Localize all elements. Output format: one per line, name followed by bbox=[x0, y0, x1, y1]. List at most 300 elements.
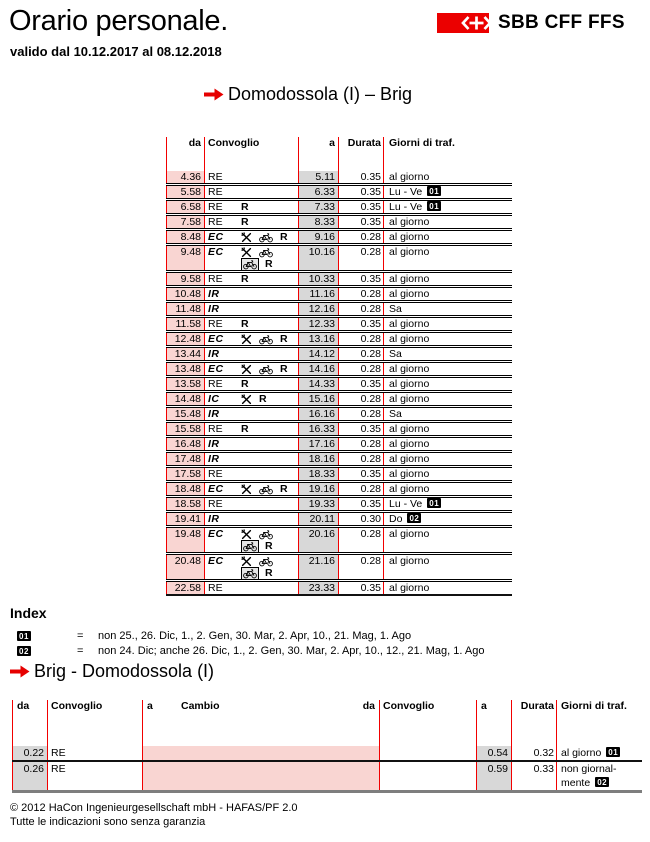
train-cell bbox=[204, 186, 298, 198]
timetable-row bbox=[12, 746, 642, 760]
operating-days bbox=[383, 555, 512, 579]
duration-value: 0.28 bbox=[338, 348, 383, 360]
train-cell bbox=[204, 582, 298, 594]
train-cell bbox=[204, 171, 298, 183]
train-cell bbox=[204, 348, 298, 360]
page-title: Orario personale. bbox=[9, 5, 228, 37]
footnote-badge: 01 bbox=[608, 748, 619, 757]
train-attributes bbox=[241, 318, 249, 330]
train-attributes bbox=[241, 216, 249, 228]
footer bbox=[10, 801, 298, 829]
departure-time: 19.41 bbox=[166, 513, 204, 525]
train-cell bbox=[204, 363, 298, 375]
timetable-row bbox=[166, 510, 512, 525]
train-type-label: EC bbox=[208, 363, 224, 375]
col-header-convoglio2: Convoglio bbox=[379, 700, 476, 746]
operating-days bbox=[383, 483, 512, 495]
col-header-da-mid: da bbox=[362, 700, 375, 712]
departure-time: 22.58 bbox=[166, 582, 204, 594]
timetable-row bbox=[166, 390, 512, 405]
departure-time: 13.48 bbox=[166, 363, 204, 375]
departure-time: 11.48 bbox=[166, 303, 204, 315]
operating-days-text: mente 02 bbox=[561, 777, 608, 789]
operating-days-text: al giorno bbox=[389, 555, 430, 567]
arrival-time: 5.11 bbox=[298, 171, 338, 183]
equals-sign: = bbox=[77, 645, 84, 657]
operating-days-text: non giornal- bbox=[561, 763, 617, 775]
duration-value: 0.30 bbox=[338, 513, 383, 525]
arrival-time: 10.16 bbox=[298, 246, 338, 270]
operating-days bbox=[383, 582, 512, 594]
arrival-time: 12.16 bbox=[298, 303, 338, 315]
duration-value: 0.32 bbox=[511, 746, 556, 760]
departure-time: 6.58 bbox=[166, 201, 204, 213]
train-cell bbox=[204, 555, 298, 579]
timetable-row bbox=[166, 330, 512, 345]
train-type-label: RE bbox=[47, 762, 142, 790]
timetable-row bbox=[166, 450, 512, 465]
operating-days bbox=[383, 246, 512, 270]
arrival-time: 14.16 bbox=[298, 363, 338, 375]
index-title: Index bbox=[10, 605, 47, 621]
operating-days-text: Lu - Ve bbox=[389, 201, 423, 213]
operating-days bbox=[383, 171, 512, 183]
duration-value: 0.28 bbox=[338, 288, 383, 300]
timetable-row bbox=[166, 579, 512, 594]
operating-days-text: al giorno bbox=[389, 483, 430, 495]
departure-time: 12.48 bbox=[166, 333, 204, 345]
operating-days bbox=[383, 393, 512, 405]
operating-days-text: al giorno bbox=[389, 216, 430, 228]
restaurant-icon bbox=[241, 247, 252, 258]
duration-value: 0.28 bbox=[338, 393, 383, 405]
train-cell bbox=[204, 201, 298, 213]
reservation-label: R bbox=[265, 540, 273, 552]
train-type-label: RE bbox=[208, 216, 223, 228]
departure-time: 15.58 bbox=[166, 423, 204, 435]
reservation-label: R bbox=[241, 216, 249, 228]
duration-value: 0.28 bbox=[338, 303, 383, 315]
train-cell bbox=[204, 468, 298, 480]
arrival-time: 20.11 bbox=[298, 513, 338, 525]
duration-value: 0.35 bbox=[338, 186, 383, 198]
operating-days-text: al giorno bbox=[389, 273, 430, 285]
bicycle-icon bbox=[259, 232, 273, 243]
col-header-giorni: Giorni di traf. bbox=[383, 137, 512, 171]
departure-time: 4.36 bbox=[166, 171, 204, 183]
departure-time: 18.58 bbox=[166, 498, 204, 510]
col-header-convoglio: Convoglio bbox=[204, 137, 298, 171]
operating-days-text: al giorno bbox=[389, 423, 430, 435]
train-attributes bbox=[241, 201, 249, 213]
duration-value: 0.28 bbox=[338, 363, 383, 375]
operating-days bbox=[383, 378, 512, 390]
train-type-label: RE bbox=[208, 468, 223, 480]
duration-value: 0.35 bbox=[338, 171, 383, 183]
operating-days bbox=[383, 231, 512, 243]
departure-time: 19.48 bbox=[166, 528, 204, 552]
departure-time: 11.58 bbox=[166, 318, 204, 330]
train-type-label: RE bbox=[208, 318, 223, 330]
reservation-label: R bbox=[280, 333, 288, 345]
sbb-logo bbox=[437, 12, 625, 34]
col-header-a: a bbox=[298, 137, 338, 171]
timetable-row bbox=[166, 375, 512, 390]
operating-days bbox=[383, 363, 512, 375]
duration-value: 0.35 bbox=[338, 201, 383, 213]
operating-days bbox=[383, 186, 512, 198]
train-type-label: EC bbox=[208, 528, 224, 540]
duration-value: 0.35 bbox=[338, 318, 383, 330]
arrival-time: 19.16 bbox=[298, 483, 338, 495]
operating-days-text: al giorno bbox=[389, 468, 430, 480]
departure-time: 0.26 bbox=[12, 762, 47, 790]
route-heading-outbound bbox=[204, 84, 412, 105]
arrival-time: 14.12 bbox=[298, 348, 338, 360]
arrival-time: 6.33 bbox=[298, 186, 338, 198]
second-train-cell bbox=[379, 762, 476, 790]
bicycle-icon bbox=[259, 484, 273, 495]
departure-time: 7.58 bbox=[166, 216, 204, 228]
route-heading-return bbox=[10, 661, 214, 682]
arrival-time: 16.16 bbox=[298, 408, 338, 420]
table1-rows bbox=[166, 171, 512, 596]
duration-value: 0.35 bbox=[338, 216, 383, 228]
restaurant-icon bbox=[241, 334, 252, 345]
train-cell bbox=[204, 438, 298, 450]
operating-days-text: al giorno 01 bbox=[561, 747, 619, 759]
train-cell bbox=[204, 246, 298, 270]
operating-days bbox=[383, 408, 512, 420]
train-type-label: RE bbox=[208, 423, 223, 435]
timetable-row bbox=[166, 300, 512, 315]
timetable-row bbox=[166, 171, 512, 183]
train-attributes bbox=[241, 333, 288, 345]
train-cell bbox=[204, 231, 298, 243]
duration-value: 0.28 bbox=[338, 231, 383, 243]
second-train-cell bbox=[379, 746, 476, 760]
train-cell bbox=[204, 393, 298, 405]
footnote-badge: 01 bbox=[429, 499, 440, 508]
operating-days-text: Lu - Ve bbox=[389, 186, 423, 198]
departure-time: 18.48 bbox=[166, 483, 204, 495]
train-type-label: EC bbox=[208, 555, 224, 567]
bicycle-icon bbox=[259, 334, 273, 345]
train-cell bbox=[204, 483, 298, 495]
train-attributes bbox=[241, 378, 249, 390]
reservation-label: R bbox=[241, 318, 249, 330]
route-title: Domodossola (I) – Brig bbox=[228, 84, 413, 104]
duration-value: 0.35 bbox=[338, 468, 383, 480]
timetable-row bbox=[12, 760, 642, 790]
restaurant-icon bbox=[241, 364, 252, 375]
duration-value: 0.28 bbox=[338, 453, 383, 465]
col-header-cambio-block bbox=[142, 700, 379, 746]
bicycle-icon bbox=[259, 556, 273, 567]
operating-days-text: al giorno bbox=[389, 528, 430, 540]
departure-time: 17.58 bbox=[166, 468, 204, 480]
departure-time: 17.48 bbox=[166, 453, 204, 465]
departure-time: 8.48 bbox=[166, 231, 204, 243]
train-attributes bbox=[241, 363, 288, 375]
reservation-label: R bbox=[241, 378, 249, 390]
train-type-label: EC bbox=[208, 483, 224, 495]
operating-days-text: al giorno bbox=[389, 363, 430, 375]
train-type-label: IR bbox=[208, 438, 220, 450]
outbound-timetable bbox=[166, 137, 512, 596]
arrival-time: 16.33 bbox=[298, 423, 338, 435]
operating-days-text: al giorno bbox=[389, 333, 430, 345]
train-type-label: RE bbox=[208, 273, 223, 285]
operating-days-text: al giorno bbox=[389, 288, 430, 300]
train-cell bbox=[204, 453, 298, 465]
reservation-label: R bbox=[280, 483, 288, 495]
duration-value: 0.35 bbox=[338, 378, 383, 390]
reservation-label: R bbox=[241, 273, 249, 285]
footer-disclaimer: Tutte le indicazioni sono senza garanzia bbox=[10, 816, 206, 828]
restaurant-icon bbox=[241, 529, 252, 540]
timetable-row bbox=[166, 435, 512, 450]
arrival-time: 7.33 bbox=[298, 201, 338, 213]
footer-copyright: © 2012 HaCon Ingenieurgesellschaft mbH - HAFAS/PF 2.0 bbox=[10, 802, 298, 814]
col-header-da: da bbox=[12, 700, 47, 746]
arrival-time: 0.54 bbox=[476, 746, 511, 760]
operating-days bbox=[383, 216, 512, 228]
duration-value: 0.35 bbox=[338, 423, 383, 435]
train-type-label: RE bbox=[208, 378, 223, 390]
timetable-row bbox=[166, 285, 512, 300]
bicycle-icon bbox=[259, 364, 273, 375]
timetable-row bbox=[166, 315, 512, 330]
operating-days bbox=[383, 438, 512, 450]
arrival-time: 19.33 bbox=[298, 498, 338, 510]
footnote-text: non 24. Dic; anche 26. Dic, 1., 2. Gen, 30. Mar, 2. Apr, 10., 12., 21. Mag, 1. Ago bbox=[98, 645, 485, 657]
train-cell bbox=[204, 498, 298, 510]
timetable-row bbox=[166, 360, 512, 375]
reservation-label: R bbox=[265, 258, 273, 270]
arrival-time: 20.16 bbox=[298, 528, 338, 552]
timetable-row bbox=[166, 228, 512, 243]
arrival-time: 0.59 bbox=[476, 762, 511, 790]
departure-time: 13.58 bbox=[166, 378, 204, 390]
table1-header bbox=[166, 137, 512, 171]
operating-days bbox=[383, 201, 512, 213]
train-type-label: EC bbox=[208, 231, 224, 243]
arrival-time: 18.16 bbox=[298, 453, 338, 465]
operating-days-text: al giorno bbox=[389, 318, 430, 330]
train-type-label: RE bbox=[208, 498, 223, 510]
operating-days bbox=[383, 273, 512, 285]
timetable-row bbox=[166, 183, 512, 198]
duration-value: 0.33 bbox=[511, 762, 556, 790]
train-attributes bbox=[241, 273, 249, 285]
timetable-row bbox=[166, 405, 512, 420]
train-type-label: IC bbox=[208, 393, 220, 405]
train-attributes bbox=[241, 529, 273, 540]
duration-value: 0.28 bbox=[338, 483, 383, 495]
train-attributes bbox=[241, 393, 267, 405]
reservation-label: R bbox=[280, 363, 288, 375]
route-arrow-icon bbox=[204, 88, 224, 101]
timetable-row bbox=[166, 420, 512, 435]
restaurant-icon bbox=[241, 232, 252, 243]
operating-days bbox=[383, 498, 512, 510]
bicycle-icon bbox=[259, 529, 273, 540]
operating-days bbox=[383, 453, 512, 465]
operating-days bbox=[556, 746, 642, 760]
timetable-row bbox=[166, 495, 512, 510]
operating-days bbox=[383, 303, 512, 315]
train-attributes-line2 bbox=[241, 567, 298, 579]
train-cell bbox=[204, 303, 298, 315]
table2-header bbox=[12, 700, 642, 746]
timetable-row bbox=[166, 552, 512, 579]
departure-time: 14.48 bbox=[166, 393, 204, 405]
route-arrow-icon bbox=[10, 665, 30, 678]
arrival-time: 15.16 bbox=[298, 393, 338, 405]
index-entry bbox=[10, 630, 630, 645]
train-type-label: RE bbox=[208, 186, 223, 198]
operating-days-text: al giorno bbox=[389, 582, 430, 594]
bicycle-reservation-icon bbox=[241, 540, 259, 553]
arrival-time: 10.33 bbox=[298, 273, 338, 285]
train-type-label: IR bbox=[208, 453, 220, 465]
arrival-time: 21.16 bbox=[298, 555, 338, 579]
arrival-time: 11.16 bbox=[298, 288, 338, 300]
change-section bbox=[142, 762, 379, 790]
footnote-badge: 02 bbox=[19, 647, 29, 656]
operating-days bbox=[383, 288, 512, 300]
sbb-logo-text: SBB CFF FFS bbox=[498, 12, 625, 33]
table2-rows bbox=[12, 746, 642, 793]
duration-value: 0.28 bbox=[338, 333, 383, 345]
route-title: Brig - Domodossola (I) bbox=[34, 661, 215, 681]
footnote-index bbox=[10, 605, 630, 660]
footnote-badge: 01 bbox=[19, 632, 29, 641]
operating-days bbox=[383, 333, 512, 345]
train-cell bbox=[204, 513, 298, 525]
operating-days-text: Lu - Ve bbox=[389, 498, 423, 510]
arrival-time: 17.16 bbox=[298, 438, 338, 450]
train-type-label: IR bbox=[208, 288, 220, 300]
operating-days-text: Do bbox=[389, 513, 403, 525]
footnote-badge: 02 bbox=[597, 778, 608, 787]
operating-days-text: al giorno bbox=[389, 171, 430, 183]
col-header-a-mid: a bbox=[147, 700, 153, 712]
operating-days-text: Sa bbox=[389, 303, 402, 315]
arrival-time: 23.33 bbox=[298, 582, 338, 594]
duration-value: 0.28 bbox=[338, 528, 383, 552]
train-cell bbox=[204, 216, 298, 228]
reservation-label: R bbox=[265, 567, 273, 579]
footnote-badge: 01 bbox=[429, 202, 440, 211]
train-cell bbox=[204, 273, 298, 285]
train-type-label: IR bbox=[208, 408, 220, 420]
reservation-label: R bbox=[241, 423, 249, 435]
col-header-cambio: Cambio bbox=[181, 700, 220, 712]
train-attributes-line2 bbox=[241, 258, 298, 270]
operating-days bbox=[383, 468, 512, 480]
arrival-time: 14.33 bbox=[298, 378, 338, 390]
timetable-row bbox=[166, 270, 512, 285]
train-type-label: RE bbox=[208, 201, 223, 213]
train-type-label: IR bbox=[208, 513, 220, 525]
bicycle-reservation-icon bbox=[241, 258, 259, 271]
departure-time: 16.48 bbox=[166, 438, 204, 450]
timetable-row bbox=[166, 345, 512, 360]
timetable-row bbox=[166, 465, 512, 480]
duration-value: 0.35 bbox=[338, 273, 383, 285]
departure-time: 5.58 bbox=[166, 186, 204, 198]
duration-value: 0.28 bbox=[338, 246, 383, 270]
arrival-time: 12.33 bbox=[298, 318, 338, 330]
train-type-label: RE bbox=[208, 171, 223, 183]
train-type-label: IR bbox=[208, 303, 220, 315]
duration-value: 0.35 bbox=[338, 498, 383, 510]
train-attributes bbox=[241, 231, 288, 243]
footnote-text: non 25., 26. Dic, 1., 2. Gen, 30. Mar, 2. Apr, 10., 21. Mag, 1. Ago bbox=[98, 630, 412, 642]
train-cell bbox=[204, 378, 298, 390]
operating-days bbox=[383, 423, 512, 435]
train-type-label: RE bbox=[208, 582, 223, 594]
train-cell bbox=[204, 318, 298, 330]
operating-days-text: al giorno bbox=[389, 438, 430, 450]
train-attributes bbox=[241, 483, 288, 495]
departure-time: 9.58 bbox=[166, 273, 204, 285]
operating-days-text: al giorno bbox=[389, 393, 430, 405]
reservation-label: R bbox=[241, 201, 249, 213]
operating-days-text: al giorno bbox=[389, 378, 430, 390]
operating-days-text: al giorno bbox=[389, 231, 430, 243]
timetable-row bbox=[166, 480, 512, 495]
validity-subtitle: valido dal 10.12.2017 al 08.12.2018 bbox=[10, 44, 222, 59]
restaurant-icon bbox=[241, 556, 252, 567]
operating-days-text: Sa bbox=[389, 348, 402, 360]
duration-value: 0.28 bbox=[338, 408, 383, 420]
operating-days bbox=[556, 762, 642, 790]
operating-days bbox=[383, 513, 512, 525]
operating-days-text: Sa bbox=[389, 408, 402, 420]
reservation-label: R bbox=[280, 231, 288, 243]
footnote-badge: 02 bbox=[409, 514, 420, 523]
train-cell bbox=[204, 423, 298, 435]
sbb-logo-icon bbox=[437, 13, 489, 33]
arrival-time: 18.33 bbox=[298, 468, 338, 480]
train-cell bbox=[204, 528, 298, 552]
change-section bbox=[142, 746, 379, 760]
timetable-row bbox=[166, 213, 512, 228]
train-attributes-line2 bbox=[241, 540, 298, 552]
equals-sign: = bbox=[77, 630, 84, 642]
departure-time: 0.22 bbox=[12, 746, 47, 760]
departure-time: 13.44 bbox=[166, 348, 204, 360]
col-header-da: da bbox=[166, 137, 204, 171]
train-cell bbox=[204, 408, 298, 420]
departure-time: 9.48 bbox=[166, 246, 204, 270]
train-cell bbox=[204, 288, 298, 300]
operating-days-text: al giorno bbox=[389, 453, 430, 465]
footnote-badge: 01 bbox=[429, 187, 440, 196]
train-type-label: IR bbox=[208, 348, 220, 360]
departure-time: 15.48 bbox=[166, 408, 204, 420]
arrival-time: 9.16 bbox=[298, 231, 338, 243]
duration-value: 0.28 bbox=[338, 555, 383, 579]
reservation-label: R bbox=[259, 393, 267, 405]
train-type-label: RE bbox=[47, 746, 142, 760]
col-header-a: a bbox=[476, 700, 511, 746]
operating-days bbox=[383, 318, 512, 330]
col-header-durata: Durata bbox=[511, 700, 556, 746]
